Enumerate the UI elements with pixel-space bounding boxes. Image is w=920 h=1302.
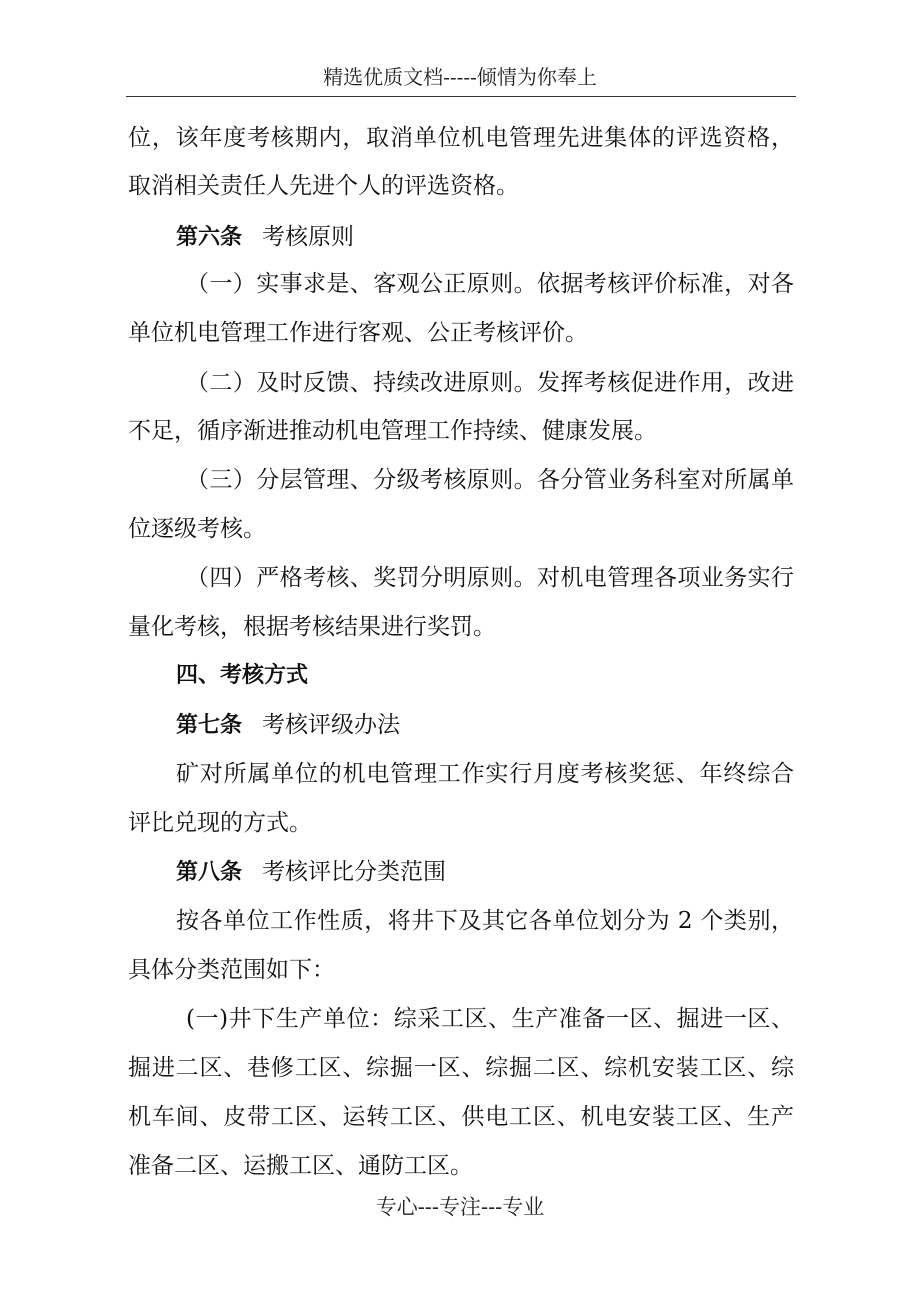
header-divider: [126, 96, 796, 97]
paragraph-line: 位逐级考核。: [128, 516, 266, 542]
paragraph-line: （一）实事求是、客观公正原则。依据考核评价标准，对各: [186, 271, 794, 297]
paragraph-line: 评比兑现的方式。: [128, 810, 312, 836]
paragraph-line: 准备二区、运搬工区、通防工区。: [128, 1153, 473, 1179]
article-8-heading: [176, 857, 446, 888]
paragraph-line: 掘进二区、巷修工区、综掘一区、综掘二区、综机安装工区、综: [128, 1055, 794, 1081]
article-title: 考核原则: [262, 224, 355, 250]
article-7-heading: [176, 710, 400, 741]
paragraph-line: （四）严格考核、奖罚分明原则。对机电管理各项业务实行: [186, 565, 794, 591]
paragraph-line: 位，该年度考核期内，取消单位机电管理先进集体的评选资格，: [128, 125, 794, 151]
paragraph-line: 矿对所属单位的机电管理工作实行月度考核奖惩、年终综合: [176, 761, 794, 787]
article-number: 第七条: [176, 713, 243, 738]
article-title: 考核评比分类范围: [262, 859, 447, 885]
paragraph-line: （二）及时反馈、持续改进原则。发挥考核促进作用，改进: [186, 370, 794, 396]
paragraph-line: （三）分层管理、分级考核原则。各分管业务科室对所属单: [186, 467, 794, 493]
article-number: 第八条: [176, 860, 243, 885]
article-6-heading: [176, 222, 354, 253]
paragraph-line: 按各单位工作性质，将井下及其它各单位划分为 2 个类别，: [176, 908, 794, 934]
paragraph-line: 具体分类范围如下：: [128, 957, 335, 983]
paragraph-line: (一)井下生产单位：综采工区、生产准备一区、掘进一区、: [186, 1006, 794, 1032]
paragraph-line: 不足，循序渐进推动机电管理工作持续、健康发展。: [128, 418, 657, 444]
article-number: 第六条: [176, 225, 243, 250]
paragraph-line: 机车间、皮带工区、运转工区、供电工区、机电安装工区、生产: [128, 1104, 794, 1130]
section-heading: 四、考核方式: [176, 663, 309, 688]
paragraph-line: 取消相关责任人先进个人的评选资格。: [128, 173, 519, 199]
paragraph-line: 量化考核，根据考核结果进行奖罚。: [128, 614, 496, 640]
article-title: 考核评级办法: [262, 712, 401, 738]
page-header: 精选优质文档-----倾情为你奉上: [323, 65, 597, 89]
page-footer: 专心---专注---专业: [375, 1195, 545, 1219]
paragraph-line: 单位机电管理工作进行客观、公正考核评价。: [128, 320, 588, 346]
